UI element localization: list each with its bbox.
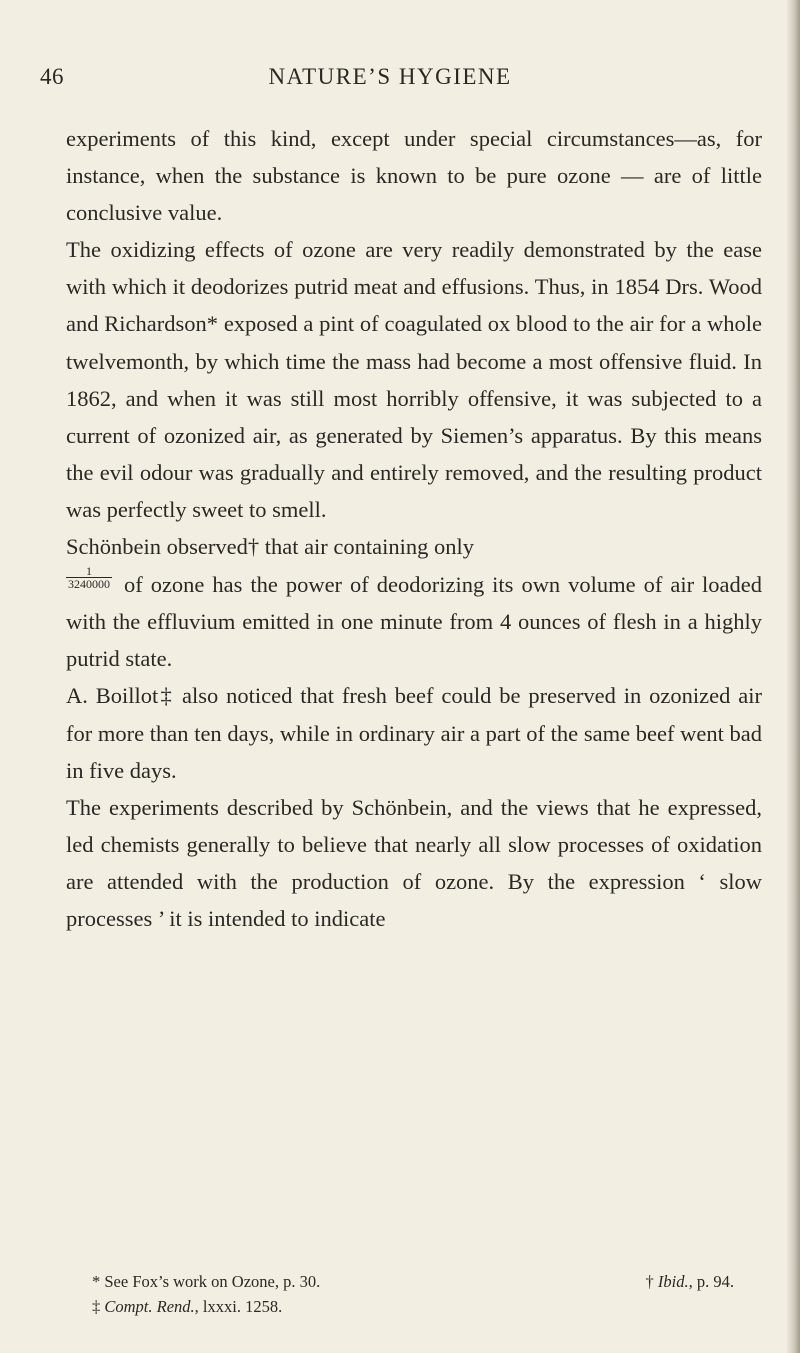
footnote-dagger: [646, 1269, 734, 1294]
schonbein-rest: own volume of air loaded with the effluvium emitted in one minute from 4 ounces of flesh in a highly putrid state.: [66, 572, 763, 672]
paragraph-1: experiments of this kind, except under special circumstances—as, for instance, when the substance is known to be pure ozone — are of little conclusive value.: [66, 126, 762, 226]
running-head: [40, 64, 740, 94]
paragraph-5: The experiments described by Schönbein, and the views that he expressed, led chemists generally to believe that nearly all slow processes of oxidation are attended with the production of ozone. By the expression ‘ slow processes ’ it is intended to indicate: [66, 794, 762, 931]
body-text: [66, 120, 762, 937]
paragraph-4: A. Boillot‡ also noticed that fresh beef could be preserved in ozonized air for more than ten days, while in ordinary air a part of the same beef went bad in five days.: [66, 683, 762, 783]
footnote-star: * See Fox’s work on Ozone, p. 30.: [92, 1272, 321, 1291]
schonbein-tail: of ozone has the power of deodorizing its: [123, 572, 514, 598]
ddagger-ref: Compt. Rend.: [104, 1297, 195, 1316]
footnotes: [92, 1269, 772, 1319]
dagger-mark: †: [645, 1272, 658, 1291]
page-number: 46: [40, 64, 64, 89]
dagger-ref: Ibid.: [657, 1272, 689, 1291]
schonbein-lead: Schönbein observed† that air containing only: [66, 534, 475, 560]
footnote-ddagger: [92, 1294, 772, 1319]
paragraph-3-schonbein: [66, 528, 762, 677]
page-edge-shadow: [786, 0, 800, 1353]
ddagger-mark: ‡: [92, 1297, 105, 1316]
ddagger-page: , lxxxi. 1258.: [194, 1297, 283, 1316]
running-title: NATURE’S HYGIENE: [268, 64, 512, 89]
fraction-denominator: 3240000: [68, 577, 110, 592]
fraction-numerator: 1: [66, 565, 112, 578]
paragraph-2: The oxidizing effects of ozone are very readily demonstrated by the ease with which it deodorizes putrid meat and effusions. Thus, in 1854 Drs. Wood and Richardson* exposed a pint of coagulated ox blood to the air for a whole twelvemonth, by which time the mass had become a most offensive fluid. In 1862, and when it was still most horribly offensive, it was subjected to a current of ozonized air, as generated by Siemen’s apparatus. By this means the evil odour was gradually and entirely removed, and the resulting product was perfectly sweet to smell.: [66, 237, 762, 522]
fraction: [66, 565, 112, 590]
footnote-row-1: [92, 1269, 772, 1294]
dagger-page: , p. 94.: [688, 1272, 734, 1291]
